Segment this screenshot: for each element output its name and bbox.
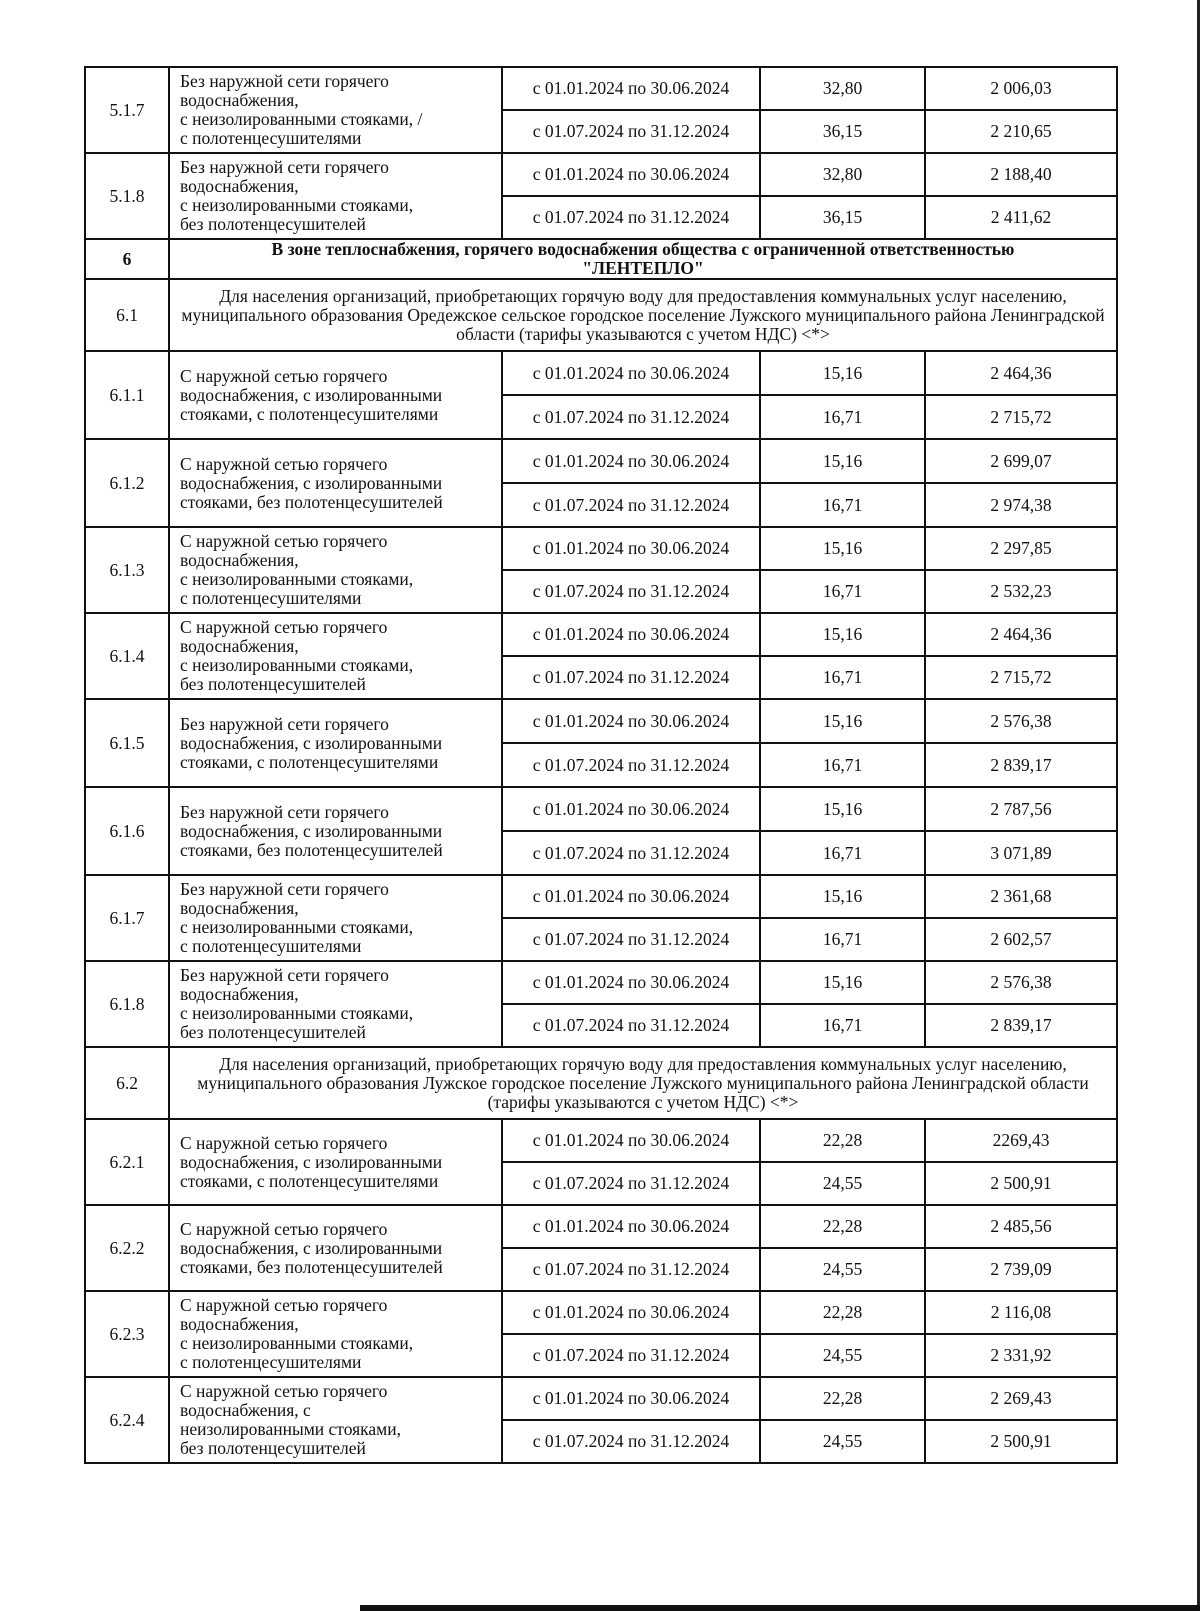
period-cell: с 01.07.2024 по 31.12.2024 [502, 196, 760, 239]
tariff-cell: 2 839,17 [925, 743, 1117, 787]
table-row [85, 699, 1117, 743]
table-row [85, 875, 1117, 918]
tariff-cell: 2 787,56 [925, 787, 1117, 831]
period-cell: с 01.01.2024 по 30.06.2024 [502, 351, 760, 395]
rate-cell: 24,55 [760, 1334, 925, 1377]
tariff-cell: 2 188,40 [925, 153, 1117, 196]
tariff-cell: 2 602,57 [925, 918, 1117, 961]
period-cell: с 01.01.2024 по 30.06.2024 [502, 439, 760, 483]
row-code: 6.1.7 [85, 875, 169, 961]
table-row [85, 351, 1117, 395]
period-cell: с 01.07.2024 по 31.12.2024 [502, 1420, 760, 1463]
tariff-cell: 2 839,17 [925, 1004, 1117, 1047]
period-cell: с 01.01.2024 по 30.06.2024 [502, 1377, 760, 1420]
tariff-cell: 2 715,72 [925, 395, 1117, 439]
row-code: 6.2.1 [85, 1119, 169, 1205]
rate-cell: 16,71 [760, 743, 925, 787]
tariff-cell: 2 532,23 [925, 570, 1117, 613]
tariff-cell: 2 116,08 [925, 1291, 1117, 1334]
rate-cell: 15,16 [760, 439, 925, 483]
period-cell: с 01.07.2024 по 31.12.2024 [502, 110, 760, 153]
tariff-cell: 3 071,89 [925, 831, 1117, 875]
period-cell: с 01.01.2024 по 30.06.2024 [502, 787, 760, 831]
row-code: 6.1.4 [85, 613, 169, 699]
row-description: С наружной сетью горячего водоснабжения, с неизолированными стояками, с полотенцесушителями [169, 1291, 502, 1377]
row-description: Без наружной сети горячего водоснабжения, с неизолированными стояками, с полотенцесушителями [169, 875, 502, 961]
rate-cell: 22,28 [760, 1377, 925, 1420]
tariff-cell: 2 464,36 [925, 613, 1117, 656]
rate-cell: 32,80 [760, 153, 925, 196]
tariff-cell: 2 006,03 [925, 67, 1117, 110]
row-description: С наружной сетью горячего водоснабжения, с изолированными стояками, без полотенцесушителей [169, 439, 502, 527]
period-cell: с 01.01.2024 по 30.06.2024 [502, 527, 760, 570]
table-row [85, 1377, 1117, 1420]
row-code: 6.2.2 [85, 1205, 169, 1291]
rate-cell: 24,55 [760, 1162, 925, 1205]
rate-cell: 15,16 [760, 699, 925, 743]
rate-cell: 15,16 [760, 613, 925, 656]
rate-cell: 15,16 [760, 351, 925, 395]
row-code: 6.1.3 [85, 527, 169, 613]
tariff-cell: 2 411,62 [925, 196, 1117, 239]
rate-cell: 22,28 [760, 1119, 925, 1162]
table-row [85, 787, 1117, 831]
row-description: С наружной сетью горячего водоснабжения, с изолированными стояками, с полотенцесушителями [169, 1119, 502, 1205]
rate-cell: 15,16 [760, 787, 925, 831]
rate-cell: 16,71 [760, 395, 925, 439]
rate-cell: 36,15 [760, 110, 925, 153]
table-row [85, 527, 1117, 570]
tariff-cell: 2 210,65 [925, 110, 1117, 153]
rate-cell: 15,16 [760, 875, 925, 918]
table-row [85, 1119, 1117, 1162]
period-cell: с 01.01.2024 по 30.06.2024 [502, 1205, 760, 1248]
table-row [85, 439, 1117, 483]
section-code: 6 [85, 239, 169, 279]
rate-cell: 16,71 [760, 483, 925, 527]
period-cell: с 01.01.2024 по 30.06.2024 [502, 613, 760, 656]
table-row [85, 153, 1117, 196]
tariff-cell: 2 576,38 [925, 699, 1117, 743]
period-cell: с 01.07.2024 по 31.12.2024 [502, 1248, 760, 1291]
tariff-cell: 2 269,43 [925, 1377, 1117, 1420]
tariff-cell: 2 739,09 [925, 1248, 1117, 1291]
period-cell: с 01.07.2024 по 31.12.2024 [502, 1334, 760, 1377]
tariff-cell: 2 699,07 [925, 439, 1117, 483]
table-row [85, 1205, 1117, 1248]
period-cell: с 01.07.2024 по 31.12.2024 [502, 483, 760, 527]
period-cell: с 01.01.2024 по 30.06.2024 [502, 961, 760, 1004]
rate-cell: 36,15 [760, 196, 925, 239]
rate-cell: 24,55 [760, 1248, 925, 1291]
tariff-cell: 2 297,85 [925, 527, 1117, 570]
row-description: Без наружной сети горячего водоснабжения, с неизолированными стояками, без полотенцесушителей [169, 153, 502, 239]
table-row [85, 961, 1117, 1004]
period-cell: с 01.07.2024 по 31.12.2024 [502, 1004, 760, 1047]
period-cell: с 01.01.2024 по 30.06.2024 [502, 875, 760, 918]
tariff-cell: 2269,43 [925, 1119, 1117, 1162]
tariff-cell: 2 361,68 [925, 875, 1117, 918]
rate-cell: 24,55 [760, 1420, 925, 1463]
row-description: Без наружной сети горячего водоснабжения, с неизолированными стояками, без полотенцесушителей [169, 961, 502, 1047]
row-code: 5.1.7 [85, 67, 169, 153]
row-code: 5.1.8 [85, 153, 169, 239]
tariff-cell: 2 500,91 [925, 1162, 1117, 1205]
tariff-cell: 2 464,36 [925, 351, 1117, 395]
row-description: Без наружной сети горячего водоснабжения, с изолированными стояками, без полотенцесушителей [169, 787, 502, 875]
section-title: В зоне теплоснабжения, горячего водоснабжения общества с ограниченной ответственностью "ЛЕНТЕПЛО" [169, 239, 1117, 279]
period-cell: с 01.07.2024 по 31.12.2024 [502, 395, 760, 439]
tariff-cell: 2 500,91 [925, 1420, 1117, 1463]
rate-cell: 22,28 [760, 1205, 925, 1248]
subsection-header-row [85, 1047, 1117, 1119]
period-cell: с 01.07.2024 по 31.12.2024 [502, 743, 760, 787]
table-row [85, 1291, 1117, 1334]
period-cell: с 01.07.2024 по 31.12.2024 [502, 570, 760, 613]
row-code: 6.1.5 [85, 699, 169, 787]
table-row [85, 613, 1117, 656]
row-description: С наружной сетью горячего водоснабжения, с неизолированными стояками, без полотенцесушителей [169, 1377, 502, 1463]
rate-cell: 16,71 [760, 656, 925, 699]
section-header-row [85, 239, 1117, 279]
row-code: 6.1.2 [85, 439, 169, 527]
table-row [85, 67, 1117, 110]
rate-cell: 15,16 [760, 527, 925, 570]
tariff-cell: 2 974,38 [925, 483, 1117, 527]
tariff-cell: 2 331,92 [925, 1334, 1117, 1377]
rate-cell: 32,80 [760, 67, 925, 110]
row-code: 6.2.4 [85, 1377, 169, 1463]
row-description: Без наружной сети горячего водоснабжения, с изолированными стояками, с полотенцесушителями [169, 699, 502, 787]
rate-cell: 22,28 [760, 1291, 925, 1334]
row-code: 6.1.1 [85, 351, 169, 439]
period-cell: с 01.07.2024 по 31.12.2024 [502, 918, 760, 961]
subsection-code: 6.1 [85, 279, 169, 351]
row-description: С наружной сетью горячего водоснабжения, с неизолированными стояками, с полотенцесушителями [169, 527, 502, 613]
tariff-cell: 2 485,56 [925, 1205, 1117, 1248]
rate-cell: 16,71 [760, 918, 925, 961]
tariff-cell: 2 715,72 [925, 656, 1117, 699]
subsection-title: Для населения организаций, приобретающих горячую воду для предоставления коммунальных услуг населению, муниципального образования Оредежское сельское городское поселение Лужского муниципального района Ленинградской области (тарифы указываются с учетом НДС) <*> [169, 279, 1117, 351]
period-cell: с 01.01.2024 по 30.06.2024 [502, 153, 760, 196]
period-cell: с 01.07.2024 по 31.12.2024 [502, 831, 760, 875]
scan-bottom-line [360, 1605, 1200, 1611]
row-code: 6.2.3 [85, 1291, 169, 1377]
rate-cell: 15,16 [760, 961, 925, 1004]
period-cell: с 01.01.2024 по 30.06.2024 [502, 1291, 760, 1334]
period-cell: с 01.01.2024 по 30.06.2024 [502, 67, 760, 110]
period-cell: с 01.07.2024 по 31.12.2024 [502, 656, 760, 699]
row-code: 6.1.6 [85, 787, 169, 875]
period-cell: с 01.07.2024 по 31.12.2024 [502, 1162, 760, 1205]
row-description: С наружной сетью горячего водоснабжения, с изолированными стояками, с полотенцесушителями [169, 351, 502, 439]
period-cell: с 01.01.2024 по 30.06.2024 [502, 699, 760, 743]
row-description: С наружной сетью горячего водоснабжения, с неизолированными стояками, без полотенцесушителей [169, 613, 502, 699]
row-description: С наружной сетью горячего водоснабжения, с изолированными стояками, без полотенцесушителей [169, 1205, 502, 1291]
row-description: Без наружной сети горячего водоснабжения, с неизолированными стояками, / с полотенцесушителями [169, 67, 502, 153]
period-cell: с 01.01.2024 по 30.06.2024 [502, 1119, 760, 1162]
subsection-header-row [85, 279, 1117, 351]
subsection-title: Для населения организаций, приобретающих горячую воду для предоставления коммунальных услуг населению, муниципального образования Лужское городское поселение Лужского муниципального района Ленинградской области (тарифы указываются с учетом НДС) <*> [169, 1047, 1117, 1119]
rate-cell: 16,71 [760, 1004, 925, 1047]
row-code: 6.1.8 [85, 961, 169, 1047]
rate-cell: 16,71 [760, 570, 925, 613]
tariff-cell: 2 576,38 [925, 961, 1117, 1004]
subsection-code: 6.2 [85, 1047, 169, 1119]
rate-cell: 16,71 [760, 831, 925, 875]
tariff-table [84, 66, 1118, 1464]
